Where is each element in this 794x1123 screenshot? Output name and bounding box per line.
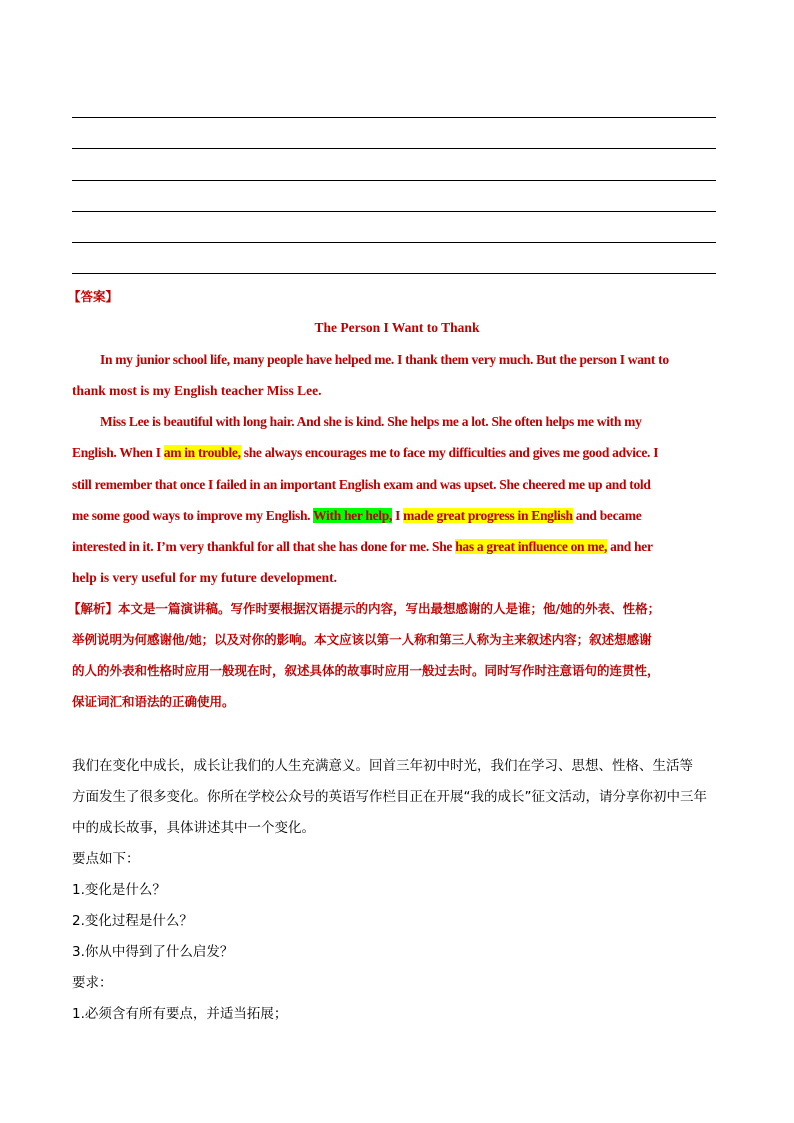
essay-text: I: [392, 508, 404, 523]
point-item: 3.你从中得到了什么启发？: [72, 944, 234, 960]
essay-line: thank most is my English teacher Miss Lee.: [72, 383, 322, 398]
point-item: 1.变化是什么？: [72, 882, 166, 898]
point-item: 2.变化过程是什么？: [72, 913, 193, 929]
requirement-item: 1.必须含有所有要点，并适当拓展；: [72, 1006, 288, 1022]
requirements-label: 要求：: [72, 975, 113, 991]
writing-line: [72, 117, 716, 118]
analysis-line: 举例说明为何感谢他/她；以及对你的影响。本文应该以第一人称和第三人称为主来叙述内容；叙述想感谢: [72, 632, 652, 647]
highlight-phrase: am in trouble,: [163, 445, 241, 460]
essay-line: still remember that once I failed in an important English exam and was upset. She cheered me up and told: [72, 477, 651, 492]
highlight-phrase: has a great influence on me,: [455, 539, 608, 554]
essay-line: In my junior school life, many people have helped me. I thank them very much. But the person I want to: [100, 352, 669, 367]
points-label: 要点如下：: [72, 851, 140, 867]
essay-text: and became: [572, 508, 642, 523]
question-line: 我们在变化中成长，成长让我们的人生充满意义。回首三年初中时光，我们在学习、思想、性格、生活等: [72, 758, 693, 774]
highlight-phrase: made great progress in English: [403, 508, 573, 523]
essay-text: and her: [607, 539, 653, 554]
essay-text: interested in it. I’m very thankful for all that she has done for me. She: [72, 539, 456, 554]
essay-title: The Person I Want to Thank: [314, 320, 480, 335]
question-line: 中的成长故事，具体讲述其中一个变化。: [72, 820, 315, 836]
analysis-line: 【解析】本文是一篇演讲稿。写作时要根据汉语提示的内容，写出最想感谢的人是谁；他/她的外表、性格；: [68, 601, 661, 616]
essay-line: [72, 507, 641, 525]
writing-line: [72, 180, 716, 181]
essay-line: Miss Lee is beautiful with long hair. And she is kind. She helps me a lot. She often helps me with my: [100, 414, 642, 429]
answer-label: 【答案】: [68, 289, 119, 304]
essay-text: English. When I: [72, 445, 164, 460]
writing-line: [72, 242, 716, 243]
writing-line: [72, 273, 716, 274]
essay-line: [72, 444, 658, 462]
essay-text: me some good ways to improve my English.: [72, 508, 314, 523]
analysis-line: 保证词汇和语法的正确使用。: [72, 694, 235, 709]
essay-line: [72, 538, 653, 556]
analysis-line: 的人的外表和性格时应用一般现在时，叙述具体的故事时应用一般过去时。同时写作时注意语句的连贯性，: [72, 663, 660, 678]
writing-line: [72, 148, 716, 149]
essay-text: she always encourages me to face my difficulties and gives me good advice. I: [240, 445, 659, 460]
highlight-phrase-green: With her help,: [313, 508, 393, 523]
writing-line: [72, 211, 716, 212]
question-line: 方面发生了很多变化。你所在学校公众号的英语写作栏目正在开展“我的成长”征文活动，请分享你初中三年: [72, 789, 707, 805]
essay-line: help is very useful for my future development.: [72, 570, 337, 585]
